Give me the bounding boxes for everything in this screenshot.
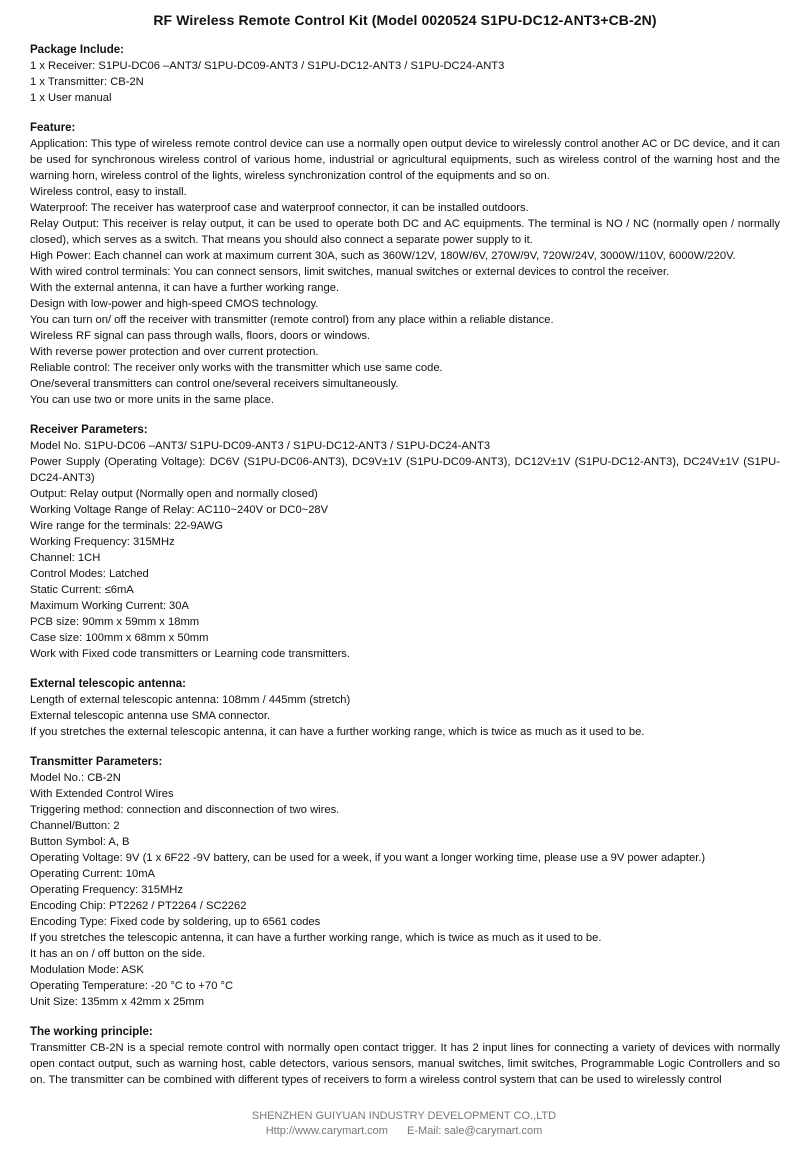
section	[30, 676, 780, 740]
footer-company: SHENZHEN GUIYUAN INDUSTRY DEVELOPMENT CO.,LTD	[251, 1110, 557, 1122]
section-line: Wire range for the terminals: 22-9AWG	[30, 520, 223, 532]
section-line: Power Supply (Operating Voltage): DC6V (S1PU-DC06-ANT3), DC9V±1V (S1PU-DC09-ANT3), DC12V±1V (S1PU-DC12-ANT3), DC24V±1V (S1PU-DC24-ANT3)	[30, 456, 780, 484]
section-line: Design with low-power and high-speed CMOS technology.	[30, 298, 319, 310]
section-line: Model No.: CB-2N	[30, 772, 121, 784]
section-line: High Power: Each channel can work at maximum current 30A, such as 360W/12V, 180W/6V, 270W/9V, 720W/24V, 3000W/110V, 6000W/220V.	[30, 250, 736, 262]
section-line: With the external antenna, it can have a further working range.	[30, 282, 340, 294]
section-line: Encoding Chip: PT2262 / PT2264 / SC2262	[30, 900, 247, 912]
section-line: Wireless RF signal can pass through walls, floors, doors or windows.	[30, 330, 371, 342]
section-heading: Receiver Parameters:	[30, 424, 148, 436]
section-line: You can use two or more units in the same place.	[30, 394, 274, 406]
section-line: Relay Output: This receiver is relay output, it can be used to operate both DC and AC equipments. The terminal is NO / NC (normally open / normally closed), which serves as a switch. That means you should also connect a separate power supply to it.	[30, 218, 780, 246]
footer-email: E-Mail: sale@carymart.com	[407, 1125, 543, 1137]
section-line: Modulation Mode: ASK	[30, 964, 144, 976]
footer-website: Http://www.carymart.com	[265, 1125, 388, 1137]
section-line: Button Symbol: A, B	[30, 836, 130, 848]
section-line: Channel/Button: 2	[30, 820, 120, 832]
section-line: Encoding Type: Fixed code by soldering, up to 6561 codes	[30, 916, 321, 928]
section-line: Application: This type of wireless remote control device can use a normally open output device to wirelessly control another AC or DC device, and it can be used for synchronous wireless control of various home, industrial or agricultural equipments, such as wireless control of the warning host and the warning horn, wireless control of the lights, wireless synchronization control of the equipments and so on.	[30, 138, 780, 182]
section-line: Control Modes: Latched	[30, 568, 149, 580]
footer-contact	[0, 1124, 808, 1139]
section-line: With reverse power protection and over current protection.	[30, 346, 319, 358]
section-line: Static Current: ≤6mA	[30, 584, 134, 596]
section-line: Working Frequency: 315MHz	[30, 536, 175, 548]
document-body	[30, 42, 780, 1088]
section-line: 1 x User manual	[30, 92, 112, 104]
section-line: Unit Size: 135mm x 42mm x 25mm	[30, 996, 205, 1008]
section	[30, 1024, 780, 1088]
section-line: Channel: 1CH	[30, 552, 101, 564]
section-line: Operating Temperature: -20 °C to +70 °C	[30, 980, 234, 992]
section-heading: Transmitter Parameters:	[30, 756, 163, 768]
section-line: Operating Current: 10mA	[30, 868, 155, 880]
section-heading: Package Include:	[30, 44, 124, 56]
section-line: Output: Relay output (Normally open and normally closed)	[30, 488, 318, 500]
section-line: If you stretches the telescopic antenna, it can have a further working range, which is twice as much as it used to be.	[30, 932, 602, 944]
section-line: Operating Voltage: 9V (1 x 6F22 -9V battery, can be used for a week, if you want a longer working time, please use a 9V power adapter.)	[30, 852, 706, 864]
page-footer	[0, 1109, 808, 1139]
section-line: Case size: 100mm x 68mm x 50mm	[30, 632, 209, 644]
section-line: Transmitter CB-2N is a special remote control with normally open contact trigger. It has 2 input lines for connecting a variety of devices with normally open contact output, such as warning host, cable detectors, various sensors, manual switches, limit switches, Programmable Logic Controllers and so on. The transmitter can be combined with different types of receivers to form a wireless control system that can be used to wirelessly control	[30, 1042, 780, 1086]
section	[30, 754, 780, 1010]
section-line: Work with Fixed code transmitters or Learning code transmitters.	[30, 648, 351, 660]
section-line: Triggering method: connection and disconnection of two wires.	[30, 804, 340, 816]
section-line: External telescopic antenna use SMA connector.	[30, 710, 271, 722]
document-title: RF Wireless Remote Control Kit (Model 0020524 S1PU-DC12-ANT3+CB-2N)	[153, 12, 657, 28]
section-line: Operating Frequency: 315MHz	[30, 884, 183, 896]
section-line: If you stretches the external telescopic antenna, it can have a further working range, which is twice as much as it used to be.	[30, 726, 645, 738]
document-page	[30, 12, 780, 1102]
section-heading: The working principle:	[30, 1026, 153, 1038]
section	[30, 42, 780, 106]
section-heading: External telescopic antenna:	[30, 678, 186, 690]
section-line: Model No. S1PU-DC06 –ANT3/ S1PU-DC09-ANT3 / S1PU-DC12-ANT3 / S1PU-DC24-ANT3	[30, 440, 491, 452]
section-line: Reliable control: The receiver only works with the transmitter which use same code.	[30, 362, 443, 374]
section-line: Maximum Working Current: 30A	[30, 600, 189, 612]
section-heading: Feature:	[30, 122, 76, 134]
section-line: With wired control terminals: You can connect sensors, limit switches, manual switches or external devices to control the receiver.	[30, 266, 670, 278]
section	[30, 422, 780, 662]
section-line: With Extended Control Wires	[30, 788, 174, 800]
section-line: It has an on / off button on the side.	[30, 948, 206, 960]
section-line: You can turn on/ off the receiver with transmitter (remote control) from any place within a reliable distance.	[30, 314, 554, 326]
section-line: 1 x Transmitter: CB-2N	[30, 76, 144, 88]
section-line: Working Voltage Range of Relay: AC110~240V or DC0~28V	[30, 504, 329, 516]
section-line: Length of external telescopic antenna: 108mm / 445mm (stretch)	[30, 694, 351, 706]
section-line: Waterproof: The receiver has waterproof case and waterproof connector, it can be installed outdoors.	[30, 202, 529, 214]
section-line: One/several transmitters can control one/several receivers simultaneously.	[30, 378, 399, 390]
section	[30, 120, 780, 408]
section-line: 1 x Receiver: S1PU-DC06 –ANT3/ S1PU-DC09-ANT3 / S1PU-DC12-ANT3 / S1PU-DC24-ANT3	[30, 60, 505, 72]
section-line: Wireless control, easy to install.	[30, 186, 187, 198]
section-line: PCB size: 90mm x 59mm x 18mm	[30, 616, 200, 628]
